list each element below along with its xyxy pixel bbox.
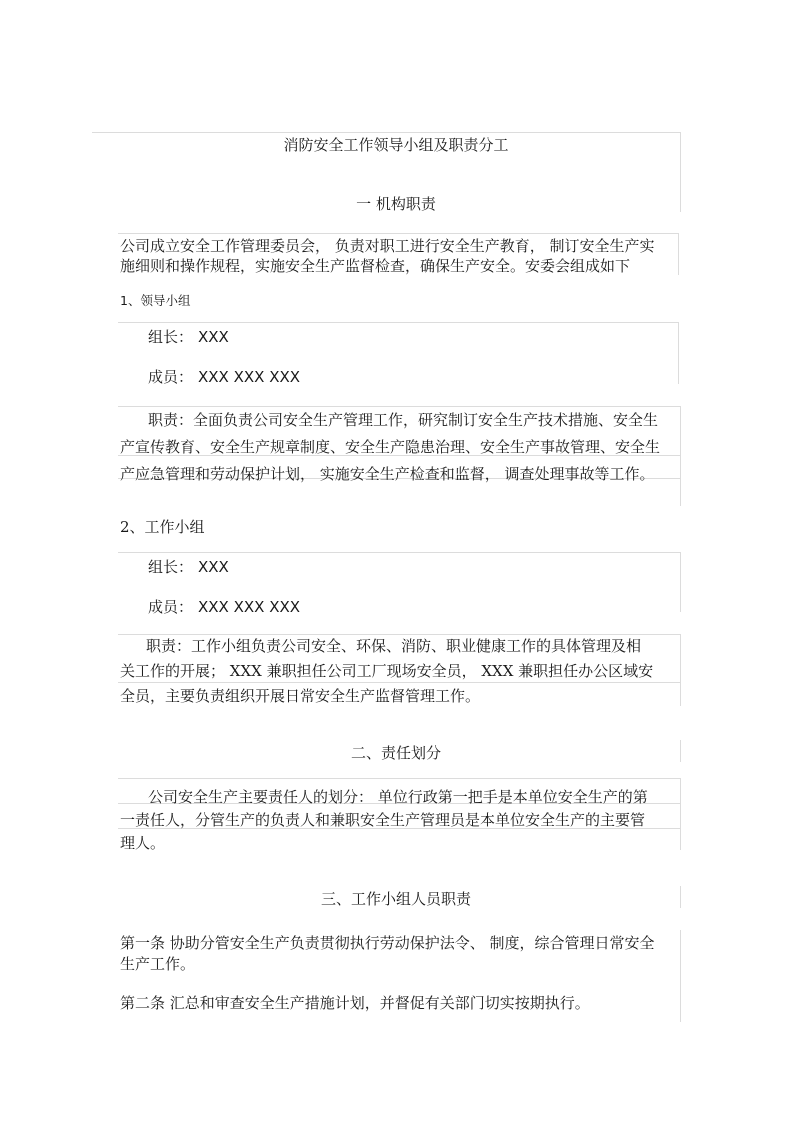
table-rule bbox=[92, 132, 680, 133]
section-heading-2: 二、责任划分 bbox=[350, 744, 441, 762]
group2-members: XXX XXX XXX bbox=[198, 598, 301, 616]
table-rule bbox=[678, 233, 679, 275]
table-rule bbox=[118, 322, 678, 323]
table-rule bbox=[118, 233, 678, 234]
group2-duty-line-2: 关工作的开展； XXX 兼职担任公司工厂现场安全员， XXX 兼职担任办公区域安 bbox=[120, 662, 654, 680]
group2-leader: XXX bbox=[198, 558, 229, 576]
table-rule bbox=[678, 322, 679, 384]
group2-title: 2、工作小组 bbox=[120, 518, 205, 536]
table-rule bbox=[118, 778, 680, 779]
group1-members-label: 成员： bbox=[148, 368, 194, 386]
article-1-line-1: 第一条 协助分管安全生产负责贯彻执行劳动保护法令、 制度，综合管理日常安全 bbox=[120, 934, 655, 952]
group1-duty-line-2: 产宣传教育、安全生产规章制度、安全生产隐患治理、安全生产事故管理、安全生 bbox=[120, 438, 661, 456]
group2-members-label: 成员： bbox=[148, 598, 194, 616]
group1-leader: XXX bbox=[198, 328, 229, 346]
table-rule bbox=[680, 930, 681, 1022]
table-rule bbox=[118, 406, 680, 407]
responsibility-line-3: 理人。 bbox=[120, 834, 166, 852]
table-rule bbox=[118, 682, 680, 683]
group1-leader-label: 组长： bbox=[148, 328, 194, 346]
group1-duty-line-1: 职责：全面负责公司安全生产管理工作，研究制订安全生产技术措施、安全生 bbox=[148, 411, 659, 429]
table-rule bbox=[680, 634, 681, 706]
group2-duty-line-3: 全员，主要负责组织开展日常安全生产监督管理工作。 bbox=[120, 687, 481, 705]
table-rule bbox=[118, 634, 680, 635]
article-1-line-2: 生产工作。 bbox=[120, 955, 196, 973]
table-rule bbox=[680, 778, 681, 850]
table-rule bbox=[118, 552, 680, 553]
document-title: 消防安全工作领导小组及职责分工 bbox=[283, 136, 509, 154]
intro-line-2: 施细则和操作规程，实施安全生产监督检查，确保生产安全。安委会组成如下 bbox=[120, 257, 631, 275]
responsibility-line-2: 一责任人，分管生产的负责人和兼职安全生产管理员是本单位安全生产的主要管 bbox=[120, 811, 646, 829]
group1-members: XXX XXX XXX bbox=[198, 368, 301, 386]
group2-leader-label: 组长： bbox=[148, 558, 194, 576]
section-heading-3: 三、工作小组人员职责 bbox=[320, 890, 471, 908]
table-rule bbox=[680, 552, 681, 612]
section-heading-1: 一 机构职责 bbox=[356, 195, 436, 213]
group1-title: 1、领导小组 bbox=[120, 293, 191, 308]
group1-duty-line-3: 产应急管理和劳动保护计划， 实施安全生产检查和监督， 调查处理事故等工作。 bbox=[120, 465, 655, 483]
intro-line-1: 公司成立安全工作管理委员会， 负责对职工进行安全生产教育， 制订安全生产实 bbox=[120, 237, 655, 255]
responsibility-line-1: 公司安全生产主要责任人的划分： 单位行政第一把手是本单位安全生产的第 bbox=[148, 788, 648, 806]
article-2: 第二条 汇总和审查安全生产措施计划，并督促有关部门切实按期执行。 bbox=[120, 994, 590, 1012]
table-rule bbox=[680, 406, 681, 506]
group2-duty-line-1: 职责：工作小组负责公司安全、环保、消防、职业健康工作的具体管理及相 bbox=[146, 637, 642, 655]
